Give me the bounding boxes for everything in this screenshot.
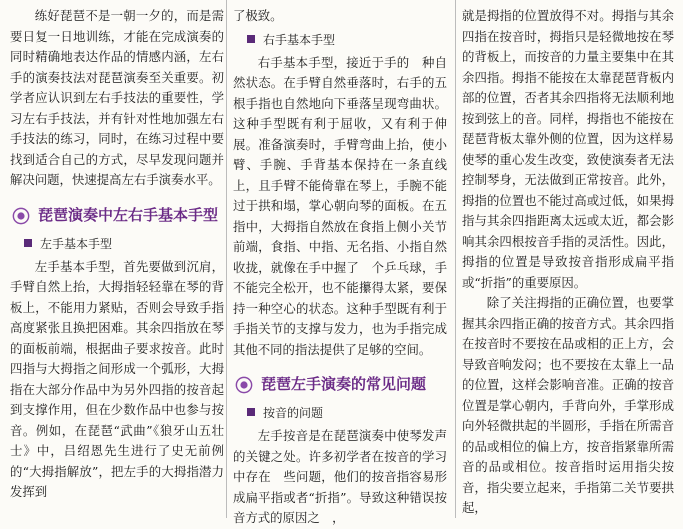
four-finger-paragraph: 除了关注拇指的正确位置，也要掌握其余四指正确的按音方式。其余四指在按音时不要按在品或相的正上方，会导致音响发闷；也不要按在太靠上一品的位置，这样会影响音准。正确的按音位置是掌心朝内，手背向外，手掌形成向外轻微拱起的半圆形，手指在所需音的品或相位的偏上方，按音指紧靠所需音的品或相位。按音指时运用指尖按音，指尖要立起来，手指第二关节要拱起， xyxy=(462,295,674,515)
target-bullet-icon xyxy=(235,376,253,394)
section-heading-text: 琵琶左手演奏的常见问题 xyxy=(261,375,427,393)
right-hand-paragraph: 右手基本手型，接近于手的 种自然状态。在手臂自然垂落时，右手的五根手指也自然地向下垂落呈现弯曲状。这种手型既有利于屈收，又有利于伸展。准备演奏时，手臂弯曲上抬，使小臂、手腕、手背基本保持在一条直线上，且手臂不能倚靠在琴上，手腕不能过于拱和塌，掌心朝向琴的面板。在五指中，大拇指自然放在食指上侧小关节前端，食指、中指、无名指、小指自然收拢，就像在手中握了 个乒乓球，手不能完全松开，也不能攥得太紧，要保持一种空心的状态。这种手型既有利于手指关节的支撑与发力，也为手指完成其他不同的指法提供了足够的空间。 xyxy=(233,54,447,357)
subheading xyxy=(233,403,447,423)
continued-paragraph: 了极致。 xyxy=(233,8,283,23)
section-heading xyxy=(233,374,447,395)
column-divider xyxy=(455,0,456,518)
section-heading-text: 琵琶演奏中左右手基本手型 xyxy=(38,205,219,224)
column-2 xyxy=(233,6,447,529)
target-bullet-icon xyxy=(12,207,30,225)
square-bullet-icon xyxy=(247,408,255,416)
subheading-text: 按音的问题 xyxy=(263,406,324,420)
intro-paragraph: 练好琵琶不是一朝一夕的，而是需要日复一日地训练，才能在完成演奏的同时精确地表达作品的情感内涵，左右手的演奏技法对琵琶演奏至关重要。初学者应认识到左右手技法的重要性，学习左右手技法，并有针对性地加强左右手技法的练习，同时，在练习过程中要找到适合自己的方式，尽早发现问题并解决问题，快速提高左右手演奏水平。 xyxy=(10,8,224,187)
press-note-paragraph: 左手按音是在琵琶演奏中使琴发声的关键之处。许多初学者在按音的学习中存在 些问题，他们的按音指容易形成扁平指或者“折指”。导致这种错误按音方式的原因之 ， xyxy=(233,428,447,525)
square-bullet-icon xyxy=(24,239,32,247)
subheading xyxy=(233,30,447,50)
subheading xyxy=(10,234,224,254)
left-hand-paragraph: 左手基本手型，首先要做到沉肩，手臂自然上抬，大拇指轻轻靠在琴的背板上，不能用力紧贴，否则会导致手指高度紧张且换把困难。其余四指放在琴的面板前端，根据曲子要求按音。此时四指与大拇指之间形成一个弧形，大拇指在大部分作品中为另外四指的按音起到支撑作用，但在少数作品中也参与按音。例如，在琵琶“武曲”《狼牙山五壮士》中，吕绍恩先生进行了史无前例的“大拇指解放”，把左手的大拇指潜力发挥到 xyxy=(10,258,224,499)
column-1 xyxy=(10,6,224,503)
thumb-position-paragraph: 就是拇指的位置放得不对。拇指与其余四指在按音时，拇指只是轻微地按在琴的背板上，而按音的力量主要集中在其余四指。拇指不能按在太靠琵琶背板内部的位置，否者其余四指将无法顺利地按到弦上的音。同样，拇指也不能按在琵琶背板太靠外侧的位置，因为这样易使琴的重心发生改变，致使演奏者无法控制琴身，无法做到正常按音。此外，拇指的位置也不能过高或过低，如果拇指与其余四指距离太远或太近，都会影响其余四根按音手指的灵活性。因此，拇指的位置是导致按音指形成扁平指或“折指”的重要原因。 xyxy=(462,8,674,290)
column-3 xyxy=(462,6,674,519)
column-divider xyxy=(226,0,227,518)
subheading-text: 右手基本手型 xyxy=(263,32,336,47)
subheading-text: 左手基本手型 xyxy=(40,236,113,251)
square-bullet-icon xyxy=(247,35,255,43)
section-heading xyxy=(10,205,224,226)
